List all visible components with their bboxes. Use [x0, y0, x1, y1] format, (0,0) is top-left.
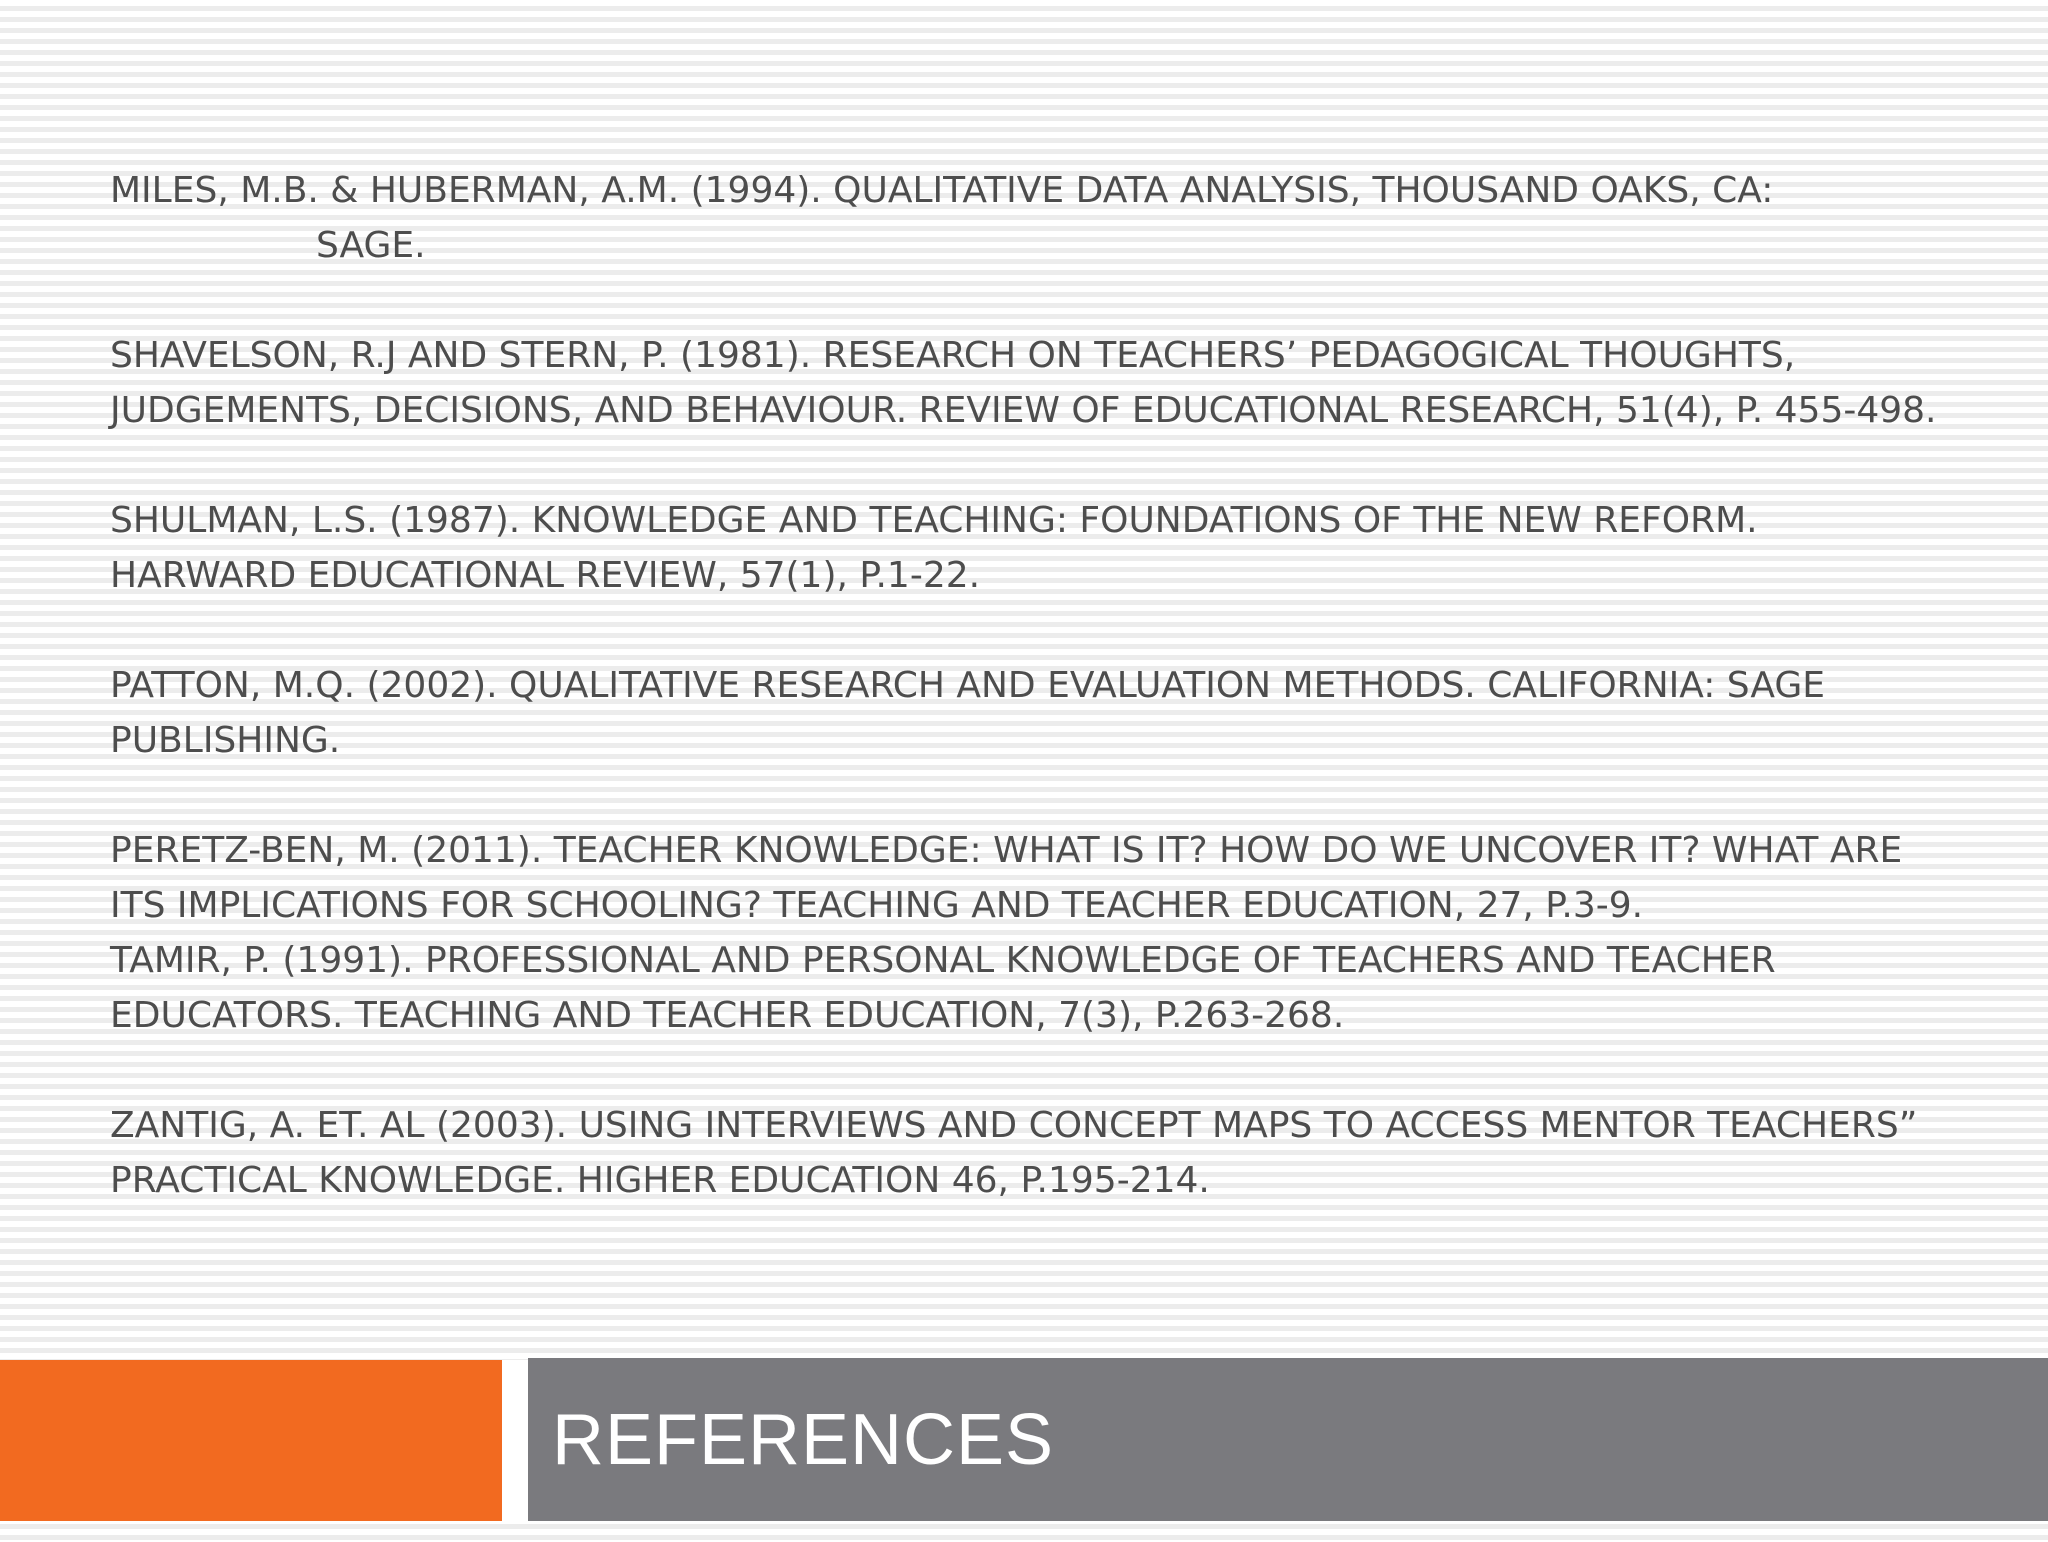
reference-patton: PATTON, M.Q. (2002). QUALITATIVE RESEARCH AND EVALUATION METHODS. CALIFORNIA: SAGE PUBLISHING. — [110, 665, 1825, 761]
reference-miles-huberman-line-2: SAGE. — [316, 225, 426, 266]
spacer — [110, 603, 1950, 658]
spacer — [110, 1043, 1950, 1098]
reference-zantig: ZANTIG, A. ET. AL (2003). USING INTERVIEWS AND CONCEPT MAPS TO ACCESS MENTOR TEACHERS” PRACTICAL KNOWLEDGE. HIGHER EDUCATION 46, P.195-214. — [110, 1105, 1918, 1201]
accent-block — [0, 1360, 502, 1521]
reference-tamir: TAMIR, P. (1991). PROFESSIONAL AND PERSONAL KNOWLEDGE OF TEACHERS AND TEACHER EDUCATORS. TEACHING AND TEACHER EDUCATION, 7(3), P.263-268. — [110, 940, 1776, 1036]
spacer — [110, 438, 1950, 493]
slide-title: REFERENCES — [552, 1400, 1055, 1480]
reference-miles-huberman-line-1: MILES, M.B. & HUBERMAN, A.M. (1994). QUALITATIVE DATA ANALYSIS, THOUSAND OAKS, CA: — [110, 170, 1774, 211]
reference-shulman: SHULMAN, L.S. (1987). KNOWLEDGE AND TEACHING: FOUNDATIONS OF THE NEW REFORM. HARWARD EDUCATIONAL REVIEW, 57(1), P.1-22. — [110, 500, 1758, 596]
spacer — [110, 273, 1950, 328]
reference-shavelson-stern: SHAVELSON, R.J AND STERN, P. (1981). RESEARCH ON TEACHERS’ PEDAGOGICAL THOUGHTS, JUDGEMENTS, DECISIONS, AND BEHAVIOUR. REVIEW OF EDUCATIONAL RESEARCH, 51(4), P. 455-498. — [110, 335, 1937, 431]
spacer — [110, 768, 1950, 823]
reference-miles-huberman — [110, 163, 1950, 273]
references-list — [110, 163, 1950, 1208]
reference-peretz-ben: PERETZ-BEN, M. (2011). TEACHER KNOWLEDGE: WHAT IS IT? HOW DO WE UNCOVER IT? WHAT ARE ITS IMPLICATIONS FOR SCHOOLING? TEACHING AND TEACHER EDUCATION, 27, P.3-9. — [110, 830, 1903, 926]
